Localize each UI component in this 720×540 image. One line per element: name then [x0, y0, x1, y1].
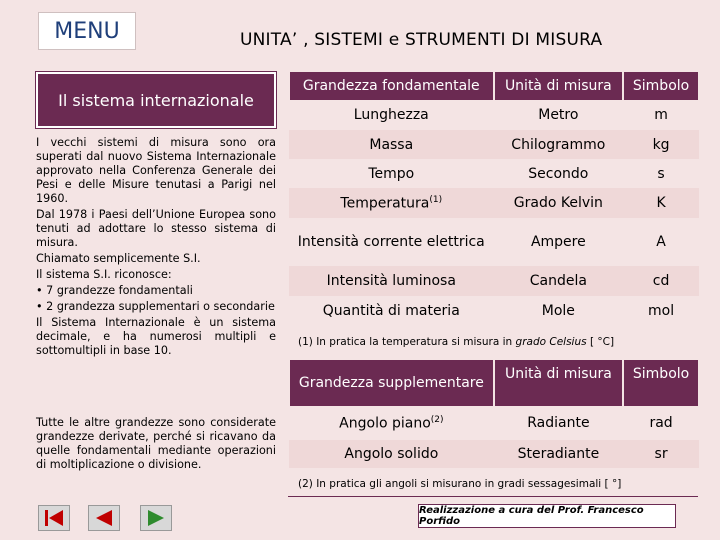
quantity-cell: Angolo piano$^{(2)}$ [289, 406, 494, 440]
table-row [289, 130, 699, 159]
symbol-cell: mol [623, 296, 699, 326]
table-row [289, 296, 699, 326]
unit-cell: Steradiante [494, 440, 623, 468]
section-title-box [36, 72, 276, 128]
footnote-marker: (2) [430, 414, 444, 425]
quantity-cell: Massa [289, 130, 494, 159]
fundamental-table [288, 72, 700, 326]
menu-button[interactable]: MENU [38, 12, 136, 50]
footnote-2 [298, 478, 621, 490]
footnote-1-unit: [ °C] [586, 336, 615, 348]
quantity-cell: Intensità luminosa [289, 266, 494, 296]
section-title: Il sistema internazionale [58, 90, 254, 110]
column-header: Grandezza fondamentale [289, 72, 494, 100]
first-slide-button[interactable] [38, 505, 70, 531]
credit-box [418, 504, 676, 528]
paragraph: • 2 grandezza supplementari o secondarie [36, 300, 275, 313]
symbol-cell: kg [623, 130, 699, 159]
quantity-cell: Tempo [289, 159, 494, 188]
table-row [289, 218, 699, 266]
table-row [289, 440, 699, 468]
intro-text [36, 136, 276, 360]
next-slide-button[interactable] [140, 505, 172, 531]
paragraph: Il Sistema Internazionale è un sistema decimale, e ha numerosi multipli e sottomultipli in base 10. [36, 316, 276, 357]
column-header: Simbolo [623, 72, 699, 100]
quantity-cell: Lunghezza [289, 100, 494, 130]
unit-cell: Radiante [494, 406, 623, 440]
column-header: Grandezza supplementare [289, 360, 494, 406]
symbol-cell: rad [623, 406, 699, 440]
footnote-1-italic: grado Celsius [515, 336, 587, 348]
table-row [289, 100, 699, 130]
supplementary-table [288, 360, 700, 468]
next-slide-icon [145, 509, 167, 527]
derived-text: Tutte le altre grandezze sono considerate grandezze derivate, perché si ricavano da quelle fondamentali mediante operazioni di moltiplicazione o divisione. [36, 416, 276, 471]
symbol-cell: m [623, 100, 699, 130]
quantity-cell: Intensità corrente elettrica [289, 218, 494, 266]
column-header: Unità di misura [494, 72, 624, 100]
unit-cell: Chilogrammo [494, 130, 624, 159]
table-row [289, 159, 699, 188]
paragraph: Dal 1978 i Paesi dell’Unione Europea sono tenuti ad adottare lo stesso sistema di misura. [36, 208, 276, 249]
table-row [289, 406, 699, 440]
credit-text: Realizzazione a cura del Prof. Francesco Porfido [419, 505, 644, 527]
unit-cell: Candela [494, 266, 624, 296]
footnote-marker: (1) [429, 194, 443, 205]
previous-slide-icon [93, 509, 115, 527]
symbol-cell: A [623, 218, 699, 266]
symbol-cell: sr [623, 440, 699, 468]
paragraph: • 7 grandezze fondamentali [36, 284, 193, 297]
table-row [289, 188, 699, 218]
unit-cell: Metro [494, 100, 624, 130]
footnote-1-marker: (1) [298, 336, 313, 348]
unit-cell: Ampere [494, 218, 624, 266]
previous-slide-button[interactable] [88, 505, 120, 531]
unit-cell: Secondo [494, 159, 624, 188]
symbol-cell: K [623, 188, 699, 218]
footnote-1 [298, 336, 614, 348]
paragraph: Chiamato semplicemente S.I. [36, 252, 201, 265]
column-header: Unità di misura [494, 360, 623, 406]
footnote-2-marker: (2) [298, 478, 313, 490]
symbol-cell: cd [623, 266, 699, 296]
column-header: Simbolo [623, 360, 699, 406]
page-title: UNITA’ , SISTEMI e STRUMENTI DI MISURA [240, 30, 603, 50]
first-slide-icon [43, 509, 65, 527]
symbol-cell: s [623, 159, 699, 188]
unit-cell: Mole [494, 296, 624, 326]
footnote-2-text: In pratica gli angoli si misurano in gradi sessagesimali [ °] [312, 478, 622, 490]
quantity-cell: Angolo solido [289, 440, 494, 468]
quantity-cell: Temperatura$^{(1)}$ [289, 188, 494, 218]
paragraph: I vecchi sistemi di misura sono ora superati dal nuovo Sistema Internazionale approvato nella Conferenza Generale dei Pesi e delle Misure tenutasi a Parigi nel 1960. [36, 136, 276, 205]
divider [288, 496, 698, 497]
footnote-1-text: In pratica la temperatura si misura in [312, 336, 516, 348]
paragraph: Il sistema S.I. riconosce: [36, 268, 172, 281]
quantity-cell: Quantità di materia [289, 296, 494, 326]
unit-cell: Grado Kelvin [494, 188, 624, 218]
table-row [289, 266, 699, 296]
